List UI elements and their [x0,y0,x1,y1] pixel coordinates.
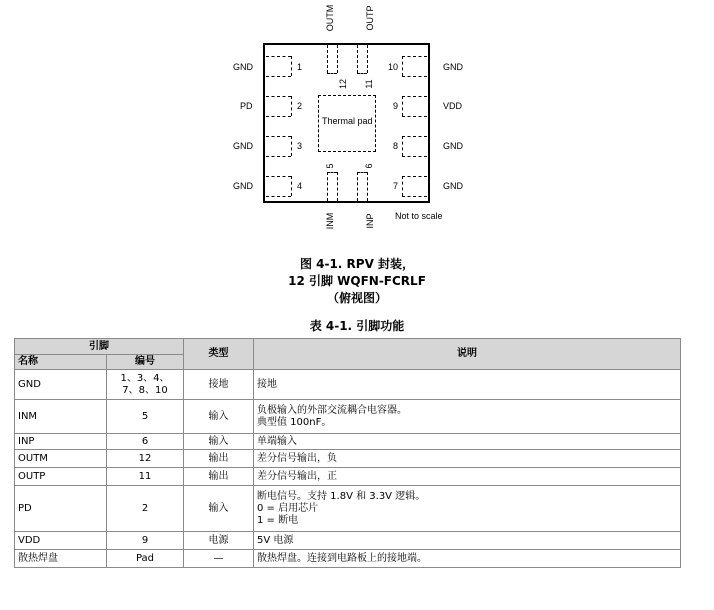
not-to-scale-note: Not to scale [395,211,443,221]
thermal-pad-label: Thermal pad [322,116,373,126]
left-pin-name-1: GND [233,62,253,72]
pin-label-inm: INM [325,212,335,230]
pin-number-cell: 6 [107,434,184,450]
figure-caption-line2: 12 引脚 WQFN-FCRLF [288,274,426,288]
pin-type-cell: 输出 [184,450,254,468]
right-pin-name-10: GND [443,62,463,72]
pin-type-cell: 输入 [184,400,254,434]
pin-name-cell: GND [15,370,107,400]
table-row [15,450,681,468]
pin-number-cell: 2 [107,486,184,532]
pin-type-cell: 输入 [184,434,254,450]
pin-name-cell: VDD [15,532,107,550]
left-pin-name-2: PD [240,101,253,111]
pin-number-cell: 9 [107,532,184,550]
left-pin-name-4: GND [233,181,253,191]
pin-label-outp: OUTP [365,5,375,31]
pin-number-6: 6 [364,163,374,169]
pin-label-inp: INP [365,213,375,229]
pin-type-cell: 输入 [184,486,254,532]
right-pin-num-9: 9 [393,101,399,111]
table-title: 表 4-1. 引脚功能 [309,319,405,333]
pin-description-cell: 接地 [254,370,681,400]
pin-number-11: 11 [364,79,374,89]
pin-name-cell: 散热焊盘 [15,550,107,568]
left-pin-num-3: 3 [297,141,303,151]
pin-type-cell: 输出 [184,468,254,486]
table-row [15,486,681,532]
pin-number-5: 5 [325,163,335,169]
table-row [15,468,681,486]
pin-name-cell: INM [15,400,107,434]
pin-number-cell: 12 [107,450,184,468]
figure-caption-line3: （俯视图） [326,291,387,305]
right-pin-num-10: 10 [388,62,399,72]
pin-name-cell: INP [15,434,107,450]
table-row [15,532,681,550]
header-pin: 引脚 [15,339,184,355]
pin-number-cell: 11 [107,468,184,486]
pin-number-cell: Pad [107,550,184,568]
right-pin-num-7: 7 [393,181,399,191]
right-pin-name-7: GND [443,181,463,191]
table-row [15,400,681,434]
pin-description-cell: 差分信号输出，负 [254,450,681,468]
pin-description-cell: 5V 电源 [254,532,681,550]
pin-description-cell: 散热焊盘。连接到电路板上的接地端。 [254,550,681,568]
table-row [15,370,681,400]
pin-name-cell: OUTP [15,468,107,486]
left-pin-num-1: 1 [297,62,303,72]
left-pin-name-3: GND [233,141,253,151]
table-row [15,550,681,568]
pin-description-cell: 负极输入的外部交流耦合电容器。 典型值 100nF。 [254,400,681,434]
header-number: 编号 [107,355,184,370]
pin-type-cell: 电源 [184,532,254,550]
pin-number-cell: 5 [107,400,184,434]
pin-type-cell: 接地 [184,370,254,400]
pin-number-cell: 1、3、4、 7、8、10 [107,370,184,400]
pin-description-cell: 断电信号。支持 1.8V 和 3.3V 逻辑。 0 = 启用芯片 1 = 断电 [254,486,681,532]
pin-function-table [14,338,681,568]
left-pin-num-4: 4 [297,181,303,191]
figure-caption-line1: 图 4-1. RPV 封装， [299,257,415,271]
pin-type-cell: — [184,550,254,568]
pin-name-cell: OUTM [15,450,107,468]
pin-description-cell: 单端输入 [254,434,681,450]
pin-number-12: 12 [338,79,348,90]
header-type: 类型 [184,339,254,370]
pin-description-cell: 差分信号输出，正 [254,468,681,486]
right-pin-num-8: 8 [393,141,399,151]
header-name: 名称 [15,355,107,370]
right-pin-name-9: VDD [443,101,463,111]
pin-name-cell: PD [15,486,107,532]
right-pin-name-8: GND [443,141,463,151]
left-pin-num-2: 2 [297,101,303,111]
table-row [15,434,681,450]
pin-label-outm: OUTM [325,4,335,32]
header-description: 说明 [254,339,681,370]
